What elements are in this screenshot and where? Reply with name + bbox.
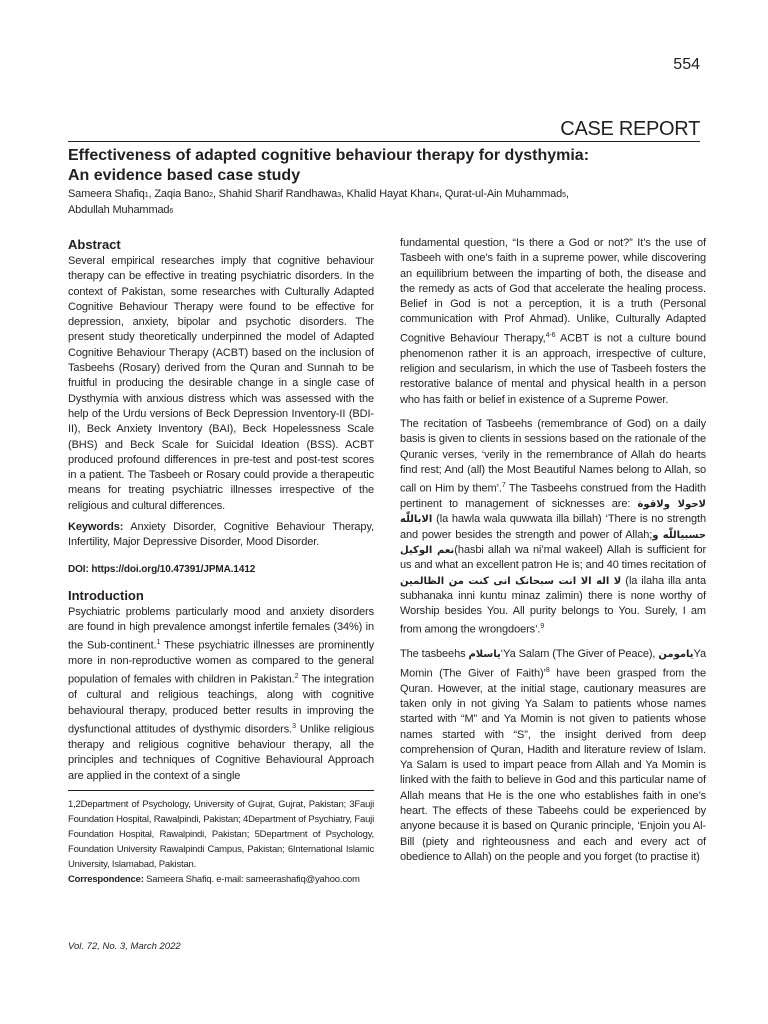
journal-citation: Vol. 72, No. 3, March 2022 bbox=[68, 941, 181, 952]
intro-sentence: Unlike religious therapy and religious cognitive behaviour therapy, all the principles and techniques of Cognitive Behavioural Approach are applied in the context of a single bbox=[68, 723, 374, 782]
correspondence-email[interactable]: Sameera Shafiq. e-mail: sameerashafiq@yahoo.com bbox=[143, 873, 360, 885]
intro-sentence: These psychiatric illnesses are prominently more in non-reproductive women as compared to the general population of females with children in Pakistan. bbox=[68, 639, 374, 687]
intro-sentence: The integration of cultural and religious teachings, along with cognitive behavioural therapy, produced better results in improving the dysfunctional attitudes of dysthymic disorders. bbox=[68, 674, 374, 736]
correspondence bbox=[68, 872, 374, 887]
citation-ref: 3 bbox=[292, 723, 296, 731]
citation-ref: 4-6 bbox=[545, 331, 556, 339]
section-label: CASE REPORT bbox=[560, 118, 700, 140]
arabic-phrase: لاحولا ولاقوة الاباللّٰه bbox=[400, 499, 706, 526]
affiliations-rule bbox=[68, 790, 374, 791]
citation-ref: 9 bbox=[540, 623, 545, 631]
author-affiliation-mark: 5 bbox=[562, 192, 566, 199]
introduction-heading: Introduction bbox=[68, 587, 144, 603]
text-span: (la ilaha illa anta subhanaka inni kuntu minaz zalimin) there is none worthy of Worship besides You. All purity belongs to You. Surely, I am from among the wrongdoers’. bbox=[400, 574, 706, 637]
author-affiliation-mark: 6 bbox=[169, 208, 174, 215]
introduction-text bbox=[68, 605, 374, 784]
title-line-1: Effectiveness of adapted cognitive behaviour therapy for dysthymia: bbox=[68, 147, 590, 164]
keywords-label: Keywords: bbox=[68, 521, 124, 534]
text-span: The tasbeehs bbox=[400, 648, 469, 661]
author-affiliation-mark: 4 bbox=[435, 192, 439, 199]
correspondence-label: Correspondence: bbox=[68, 873, 144, 885]
page-number: 554 bbox=[673, 56, 700, 73]
paragraph bbox=[400, 647, 706, 865]
keywords bbox=[68, 520, 374, 551]
article-title bbox=[68, 146, 708, 186]
intro-sentence: Psychiatric problems particularly mood and anxiety disorders are found in high prevalence amongst infertile females (34%) in the Sub-continent. bbox=[68, 605, 374, 652]
citation-ref: 1 bbox=[156, 639, 161, 647]
text-span: The Tasbeehs construed from the Hadith pertinent to management of sicknesses are: bbox=[400, 482, 706, 511]
arabic-phrase: یامومن bbox=[658, 649, 694, 661]
text-span: ‘Ya Salam (The Giver of Peace), bbox=[500, 648, 659, 661]
abstract-heading: Abstract bbox=[68, 237, 121, 252]
text-span: (la hawla wala quwwata illa billah) ‘There is no strength and power besides the strength and power of Allah; bbox=[400, 513, 706, 541]
abstract-text: Several empirical researches imply that cognitive behaviour therapy can be effective in treating psychiatric disorders. In the context of Pakistan, some researches with Culturally Adapted Cognitive Behaviour Therapy were found to be effective for depression, anxiety, bipolar and psychotic disorders. The present study theoretically underpinned the model of Adapted Cognitive Behaviour Therapy (ACBT) based on the inclusion of Tasbeehs (Rosary) derived from the Quran and Sunnah to be fruitful in producing the desirable change in a single case of Dysthymia with anxious distress which was assessed with the help of the Urdu versions of Beck Depression Inventory-II (BDI-II), Beck Anxiety Inventory (BAI), Beck Hopelessness Scale (BHS) and Beck Scale for Suicidal Ideation (BSS). ACBT produced profound differences in pre-test and post-test scores in a patient. The Tasbeeh or Rosary could provide a therapeutic means for treating psychiatric illnesses irrespective of the religious and cultural differences. bbox=[68, 255, 374, 512]
author-affiliation-mark: 2 bbox=[209, 192, 213, 199]
text-span: ACBT is not a culture bound phenomenon rather it is an approach, irrespective of culture, religion and secularism, in which the use of Tasbeeh fosters the restorative balance of mental and physical health in a person who has faith or belief in existence of a Supreme Power. bbox=[400, 332, 706, 406]
doi-link[interactable] bbox=[68, 563, 374, 577]
author-name: Shahid Sharif Randhawa bbox=[218, 188, 338, 200]
author-affiliation-mark: 3 bbox=[337, 192, 341, 199]
citation-ref: 2 bbox=[294, 673, 299, 681]
author-name: Khalid Hayat Khan bbox=[346, 188, 436, 200]
title-line-2: An evidence based case study bbox=[68, 167, 301, 184]
affiliations: 1,2Department of Psychology, University of Gujrat, Gujrat, Pakistan; 3Fauji Foundation Hospital, Rawalpindi, Pakistan; 4Department of Psychiatry, Fauji Foundation Hospital, Rawalpindi, Pakistan; 5Department of Psychology, Foundation University Rawalpindi Campus, Pakistan; 6International Islamic University, Islamabad, Pakistan. bbox=[68, 798, 374, 870]
doi-text[interactable]: DOI: https://doi.org/10.47391/JPMA.1412 bbox=[68, 563, 256, 575]
citation-ref: 7 bbox=[501, 482, 506, 490]
text-span: have been grasped from the Quran. However, at the initial stage, cautionary measures are taken only in not giving Ya Salam to patients whose names started with “M” and Ya Momin is not given to patients whose names started with “S”, the insight derived from deep comprehension of Quran, Hadith and literature review of Islam. Ya Salam is used to impart peace from Allah and Ya Momin is linked with the faith to believe in God and this particular name of Allah means that He is the one who establishes faith in one’s heart. The effects of these Tabeehs could be experienced by anyone because it is based on Quranic principle, ‘Enjoin you Al-Bill (piety and righteousness and each and every act of obedience to Allah) on the people and you forget (to practise it) bbox=[400, 667, 706, 863]
paragraph bbox=[400, 417, 706, 638]
author-name: Qurat-ul-Ain Muhammad bbox=[444, 188, 563, 200]
author-name: Zaqia Bano bbox=[154, 188, 210, 200]
text-span: (hasbi allah wa ni’mal wakeel) Allah is sufficient for us and what an excellent patron He is; and 40 times recitation of bbox=[400, 543, 707, 572]
text-span: The recitation of Tasbeehs (remembrance of God) on a daily basis is given to clients in sessions based on the rationale of the Quranic verses, ‘verily in the remembrance of Allah do hearts find rest; And (all) the Most Beautiful Names belong to Allah, so call on Him by them’. bbox=[400, 417, 706, 495]
text-span: fundamental question, “Is there a God or not?” It’s the use of Tasbeeh with one’s faith in a supreme power, while discovering an equilibrium between the imparting of both, the disease and the remedy as acts of God that accelerate the healing process. Belief in God is not a perception, it is a truth (Personal communication with Prof Ahmad). Unlike, Culturally Adapted Cognitive Behaviour Therapy, bbox=[400, 237, 706, 345]
arabic-phrase: یاسلام bbox=[468, 649, 501, 661]
arabic-phrase: حسبیاللّٰه و نعم الوکیل bbox=[400, 529, 706, 556]
author-name: Sameera Shafiq bbox=[68, 188, 145, 200]
text-span: Ya Momin (The Giver of Faith)’ bbox=[400, 648, 706, 680]
header-rule bbox=[68, 141, 700, 142]
right-column bbox=[400, 236, 706, 874]
paragraph bbox=[400, 236, 706, 408]
left-column bbox=[68, 236, 374, 887]
author-name: Abdullah Muhammad bbox=[68, 204, 170, 216]
citation-ref: 8 bbox=[545, 666, 550, 674]
author-list: Sameera Shafiq1, Zaqia Bano2, Shahid Sharif Randhawa3, Khalid Hayat Khan4, Qurat-ul-Ain Muhammad5, Abdullah Muhammad6 bbox=[68, 188, 569, 216]
arabic-phrase: لا اله الا انت سبحانک انی کنت من الظالمین bbox=[400, 575, 622, 587]
keywords-text: Anxiety Disorder, Cognitive Behaviour Therapy, Infertility, Major Depressive Disorder, Mood Disorder. bbox=[68, 521, 374, 549]
author-affiliation-mark: 1 bbox=[144, 192, 149, 199]
